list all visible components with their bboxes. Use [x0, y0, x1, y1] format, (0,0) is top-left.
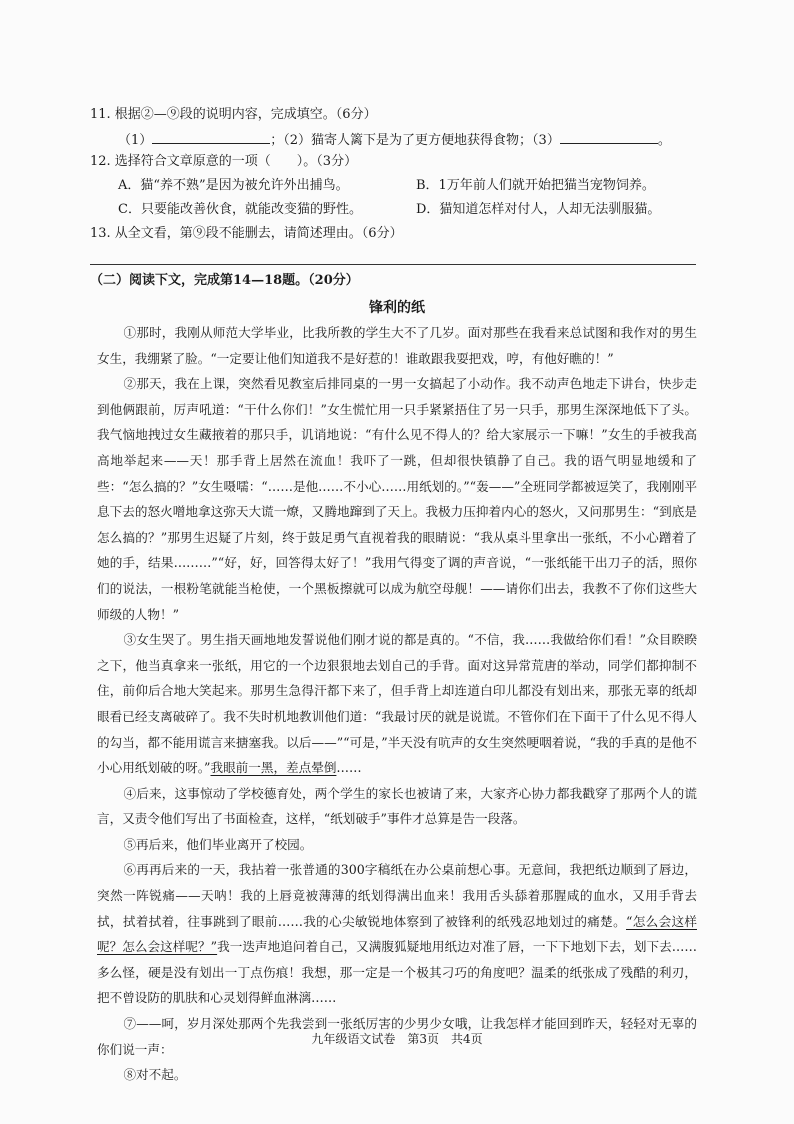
- paragraph-7: ⑦——呵，岁月深处那两个先我尝到一张纸厉害的少男少女哦，让我怎样才能回到昨天，轻轻对无辜的你们说一声：: [97, 1016, 697, 1057]
- section-heading: （二）阅读下文，完成第14—18题。（20分）: [90, 273, 359, 288]
- paragraph-5: ⑤再后来，他们毕业离开了校园。: [123, 836, 313, 852]
- blank-2-label: ；（2）猫寄人篱下是为了更方便地获得食物；（3）: [270, 133, 560, 148]
- option-d: D．猫知道怎样对付人，人却无法驯服猫。: [416, 202, 661, 217]
- blank-1-label: （1）: [118, 133, 153, 148]
- page-footer: 九年级语文试卷 第3页 共4页: [311, 1032, 483, 1046]
- paragraph-4: ④后来，这事惊动了学校德育处，两个学生的家长也被请了来，大家齐心协力都我戳穿了那两个人的谎言，又责令他们写出了书面检查，这样，“纸划破手”事件才总算是告一段落。: [97, 785, 697, 827]
- article-title: 锋利的纸: [369, 300, 425, 316]
- answer-blank-3[interactable]: [560, 129, 658, 144]
- option-c: C．只要能改善伙食，就能改变猫的野性。: [118, 202, 362, 217]
- paragraph-1: ①那时，我刚从师范大学毕业，比我所教的学生大不了几岁。面对那些在我看来总试图和我作对的男生女生，我绷紧了脸。“一定要让他们知道我不是好惹的！谁敢跟我耍把戏，哼，有他好瞧的！”: [97, 325, 697, 366]
- question-11: 11. 根据②—⑨段的说明内容，完成填空。（6分）: [90, 107, 377, 122]
- paragraph-6: [97, 857, 697, 1011]
- option-a: A．猫“养不熟”是因为被允许外出捕鸟。: [118, 178, 349, 193]
- blank-end-mark: 。: [657, 133, 671, 148]
- paragraph-3-tail: ……: [336, 760, 362, 776]
- underlined-sentence-3: 我眼前一黑，差点晕倒: [210, 760, 337, 776]
- paragraph-2: ②那天，我在上课，突然看见教室后排同桌的一男一女搞起了小动作。我不动声色地走下讲台，快步走到他俩跟前，厉声吼道：“干什么你们！”女生慌忙用一只手紧紧捂住了另一只手，那男生深深地低下了头。我气恼地拽过女生藏掖着的那只手，讥诮地说：“有什么见不得人的？给大家展示一下嘛！”女生的手被我高高地举起来——天！那手背上居然在流血！我吓了一跳，但却很快镇静了自己。我的语气明显地缓和了些：“怎么搞的？”女生嗫嚅：“……是他……不小心……用纸划的。”“轰——”全班同学都被逗笑了，我刚刚平息下去的怒火噌地拿这弥天大谎一燎，又腾地蹿到了天上。我极力压抑着内心的怒火，又问那男生：“到底是怎么搞的？”那男生迟疑了片刻，终于鼓足勇气直视着我的眼睛说：“我从桌斗里拿出一张纸，不小心蹭着了她的手，结果………”“好，好，回答得太好了！”我用气得变了调的声音说，“一张纸能干出刀子的活，照你们的说法，一根粉笔就能当枪使，一个黑板擦就可以成为航空母舰！——请你们出去，我教不了你们这些大师级的人物！”: [97, 376, 697, 622]
- question-11-blanks: [118, 129, 671, 152]
- question-13: 13. 从全文看，第⑨段不能删去，请简述理由。（6分）: [90, 226, 403, 241]
- paragraph-3-text: ③女生哭了。男生指天画地地发誓说他们刚才说的都是真的。“不信，我……我做给你们看！”众目睽睽之下，他当真拿来一张纸，用它的一个边狠狠地去划自己的手背。面对这异常荒唐的举动，同学们都抑制不住，前仰后合地大笑起来。那男生急得汗都下来了，但手背上却连道白印儿都没有划出来，那张无辜的纸却眼看已经支离破碎了。我不失时机地教训他们道：“我最讨厌的就是说谎。不管你们在下面干了什么见不得人的勾当，都不能用谎言来搪塞我。以后——”“可是，”半天没有吭声的女生突然哽咽着说，“我的手真的是他不小心用纸划破的呀。”: [97, 632, 697, 776]
- underlined-sentence-6: “怎么会这样呢？怎么会这样呢？”: [97, 913, 697, 955]
- answer-blank-1[interactable]: [152, 129, 270, 144]
- question-12: 12. 选择符合文章原意的一项（ ）。（3分）: [90, 154, 358, 169]
- answer-line[interactable]: [90, 264, 696, 265]
- article-body: [97, 320, 697, 1088]
- paragraph-3: [97, 627, 697, 781]
- paragraph-6-text: ⑥再再后来的一天，我拈着一张普通的300字稿纸在办公桌前想心事。无意间，我把纸边顺到了唇边，突然一阵锐痛——天呐！我的上唇竟被薄薄的纸划得满出血来！我用舌头舔着那腥咸的血水，又用手背去拭，拭着拭着，往事跳到了眼前……我的心尖敏锐地体察到了被锋利的纸残忍地划过的痛楚。: [97, 862, 697, 929]
- option-b: B．1万年前人们就开始把猫当宠物饲养。: [416, 178, 655, 193]
- paragraph-8: ⑧对不起。: [123, 1067, 187, 1083]
- paragraph-6-tail: 我一迭声地追问着自己，又满腹狐疑地用纸边对准了唇，一下下地划下去，划下去……多么怪，硬是没有划出一丁点伤痕！我想，那一定是一个极其刁巧的角度吧？温柔的纸张成了残酷的利刃，把不曾设防的肌肤和心灵划得鲜血淋漓……: [97, 939, 697, 1006]
